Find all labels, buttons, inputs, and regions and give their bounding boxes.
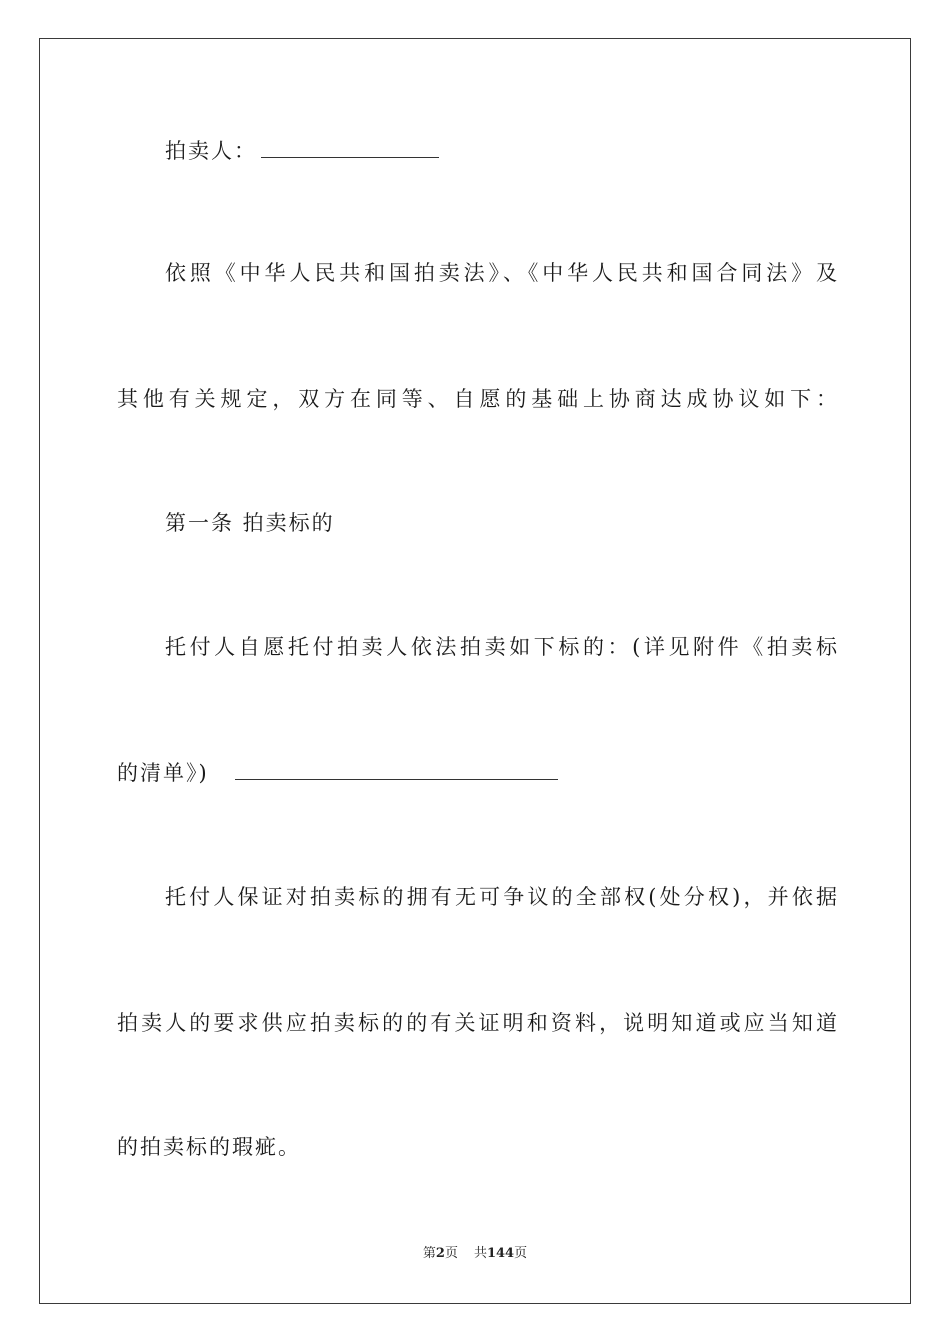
footer-total-suffix: 页 bbox=[514, 1246, 528, 1261]
page-border bbox=[39, 38, 911, 1304]
auctioneer-label: 拍卖人： bbox=[165, 139, 257, 163]
footer-page-number: 2 bbox=[435, 1246, 445, 1261]
paragraph-3-line-2: 拍卖人的要求供应拍卖标的的有关证明和资料，说明知道或应当知道 bbox=[117, 1011, 837, 1035]
paragraph-3-line-3: 的拍卖标的瑕疵。 bbox=[117, 1135, 301, 1159]
auctioneer-blank-field bbox=[261, 139, 439, 158]
paragraph-2-line-1: 托付人自愿托付拍卖人依法拍卖如下标的：(详见附件《拍卖标 bbox=[165, 635, 837, 659]
footer-total-pages: 144 bbox=[486, 1246, 515, 1261]
subject-blank-field bbox=[235, 761, 558, 780]
paragraph-2-line-2 bbox=[117, 758, 837, 788]
paragraph-1-line-2: 其他有关规定，双方在同等、自愿的基础上协商达成协议如下： bbox=[117, 387, 837, 411]
paragraph-2-line-2-text: 的清单》) bbox=[117, 761, 209, 785]
auctioneer-line bbox=[165, 136, 837, 166]
paragraph-3-line-1: 托付人保证对拍卖标的拥有无可争议的全部权(处分权)，并依据 bbox=[165, 885, 837, 909]
article-1-title: 第一条 拍卖标的 bbox=[165, 511, 335, 535]
page-footer bbox=[0, 1244, 950, 1264]
footer-page-prefix: 第 bbox=[422, 1246, 436, 1261]
paragraph-1-line-1: 依照《中华人民共和国拍卖法》、《中华人民共和国合同法》及 bbox=[165, 261, 837, 285]
footer-total-prefix: 共 bbox=[473, 1246, 487, 1261]
footer-page-suffix: 页 bbox=[444, 1246, 458, 1261]
